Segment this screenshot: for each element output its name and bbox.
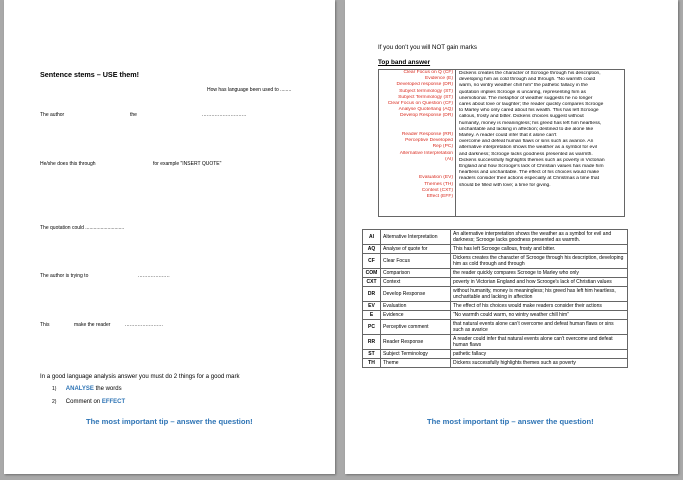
- band-answer-line: quotation implies Scrooge is uncaring, representing him as: [459, 89, 586, 95]
- band-key: Context (CXT): [421, 187, 453, 193]
- glossary-code: EV: [363, 302, 381, 311]
- list-item-effect: [52, 399, 125, 405]
- list-item-analyse: [52, 386, 122, 392]
- band-key: Developed response (DR): [396, 82, 453, 88]
- glossary-description: poverty in Victorian England and how Scrooge's lack of Christian values: [451, 278, 628, 287]
- stem-make-reader: make the reader: [74, 322, 111, 328]
- stem-quotation-could: The quotation could ............................: [40, 225, 125, 231]
- glossary-label: Theme: [381, 359, 451, 368]
- right-page: [345, 0, 678, 474]
- left-page: [4, 0, 335, 474]
- stem-he-she: He/she does this through: [40, 161, 96, 167]
- stem-this: This: [40, 322, 50, 328]
- important-tip: The most important tip – answer the question!: [427, 417, 594, 426]
- top-band-table: [378, 69, 625, 217]
- glossary-code: ST: [363, 350, 381, 359]
- glossary-code: AI: [363, 230, 381, 245]
- band-key: Clear Focus on Question (CF): [387, 101, 453, 107]
- glossary-description: Dickens successfully highlights themes such as poverty: [451, 359, 628, 368]
- glossary-description: An alternative interpretation shows the weather as a symbol for evil and darkness; Scrooge lacks goodness presented as warmth.: [451, 230, 628, 245]
- band-key: Develop Response (DR): [399, 113, 453, 119]
- glossary-description: without humanity, money is meaningless; his greed has left him heartless, uncharitable and lacking in affection: [451, 287, 628, 302]
- band-key: Rep (PC): [432, 144, 453, 150]
- list-number: 2): [52, 399, 57, 405]
- good-answer-intro: In a good language analysis answer you must do 2 things for a good mark: [40, 373, 240, 380]
- band-answer-line: to Marley who only cared about his wealth. This has left Scrooge: [459, 108, 599, 114]
- band-answer-line: England and how Scrooge’s lack of Christian values has made him: [459, 164, 604, 170]
- glossary-label: Clear Focus: [381, 254, 451, 269]
- glossary-label: Perceptive comment: [381, 320, 451, 335]
- effect-prefix: Comment on: [65, 399, 102, 405]
- glossary-table: [362, 229, 628, 368]
- band-answer-line: Marley. A reader could infer that it alone can't: [459, 133, 557, 139]
- warning-line: If you don’t you will NOT gain marks: [378, 44, 477, 51]
- band-answer-line: unemotional. The metaphor of weather suggests he no longer: [459, 95, 593, 101]
- band-keys-column: [379, 70, 456, 216]
- table-row: [363, 350, 628, 359]
- stem-the: the: [130, 112, 137, 118]
- glossary-description: pathetic fallacy: [451, 350, 628, 359]
- glossary-code: DR: [363, 287, 381, 302]
- glossary-description: The effect of his choices would make readers consider their actions: [451, 302, 628, 311]
- band-key: Subject Terminology (ST): [398, 94, 453, 100]
- glossary-label: Subject Terminology: [381, 350, 451, 359]
- table-row: [363, 245, 628, 254]
- band-key: Evidence (E): [425, 76, 453, 82]
- table-row: [363, 359, 628, 368]
- band-key: Evaluation (EV): [419, 175, 453, 181]
- band-answer-line: heartless and uncharitable. The effect of his choices would make: [459, 170, 600, 176]
- band-key: Perceptive Developed: [405, 138, 453, 144]
- glossary-label: Context: [381, 278, 451, 287]
- glossary-code: E: [363, 311, 381, 320]
- band-answer-line: callous, frosty and bitter. Dickens choices suggest without: [459, 114, 584, 120]
- stem-blank-b: ....................: [138, 273, 170, 279]
- table-row: [363, 311, 628, 320]
- glossary-label: Comparison: [381, 269, 451, 278]
- table-row: [363, 269, 628, 278]
- sentence-stems-heading: Sentence stems – USE them!: [40, 70, 140, 79]
- stem-blank-c: ........................: [125, 322, 164, 328]
- glossary-code: COM: [363, 269, 381, 278]
- top-band-title: Top band answer: [378, 59, 431, 66]
- band-answer-line: overcome and defeat human flaws or sins such as avarice. An: [459, 139, 594, 145]
- important-tip: The most important tip – answer the question!: [86, 417, 253, 426]
- glossary-code: CXT: [363, 278, 381, 287]
- band-answer-text: [457, 70, 624, 189]
- analyse-keyword: ANALYSE: [65, 386, 94, 392]
- stem-blank-a: ............................: [202, 112, 247, 118]
- band-answer-line: Dickens creates the character of Scrooge through his description,: [459, 71, 601, 76]
- table-row: [363, 302, 628, 311]
- band-key: Effect (EFF): [426, 194, 453, 199]
- stem-author-trying: The author is trying to: [40, 273, 89, 279]
- band-answer-line: and darkness; Scrooge lacks goodness presented as warmth.: [459, 151, 593, 157]
- band-answer-line: uncharitable and lacking in affection; destined to die alone like: [459, 126, 594, 132]
- glossary-label: Analyse of quote for: [381, 245, 451, 254]
- table-row: [363, 254, 628, 269]
- band-key: Themes (TH): [424, 181, 453, 187]
- band-key: Subject terminology (ST): [399, 88, 453, 94]
- band-answer-line: should be filled with love; a time for giving.: [459, 182, 551, 188]
- band-answer-line: cares about love or laughter; the reader quickly compares Scrooge: [459, 102, 604, 108]
- band-key: Clear Focus on Q (CF): [403, 70, 453, 75]
- glossary-description: This has left Scrooge callous, frosty and bitter.: [451, 245, 628, 254]
- how-language-question: How has language been used to ........: [207, 87, 292, 93]
- band-key: (AI): [445, 156, 453, 162]
- stem-the-author: The author: [40, 112, 65, 118]
- band-key: Alternative Interpretation: [399, 150, 453, 156]
- effect-keyword: EFFECT: [101, 399, 126, 405]
- glossary-code: TH: [363, 359, 381, 368]
- table-row: [363, 287, 628, 302]
- glossary-description: A reader could infer that natural events alone can't overcome and defeat human flaws: [451, 335, 628, 350]
- glossary-description: that natural events alone can’t overcome and defeat human flaws or sins such as avarice: [451, 320, 628, 335]
- glossary-description: Dickens creates the character of Scrooge through his description, developing him as cold through and through: [451, 254, 628, 269]
- band-answer-line: developing him as cold through and through. “No warmth could: [459, 77, 596, 83]
- band-answer-line: humanity, money is meaningless; his greed has left him heartless,: [459, 120, 602, 126]
- glossary-code: PC: [363, 320, 381, 335]
- glossary-code: CF: [363, 254, 381, 269]
- glossary-code: AQ: [363, 245, 381, 254]
- band-key: Analyse Quote/lang (AQ): [398, 107, 453, 113]
- glossary-label: Reader Response: [381, 335, 451, 350]
- band-answer-line: warm, no wintry weather chill him” the pathetic fallacy in the: [459, 83, 588, 89]
- stem-example-quote: for example "INSERT QUOTE": [153, 161, 222, 167]
- glossary-label: Evidence: [381, 311, 451, 320]
- glossary-description: the reader quickly compares Scrooge to Marley who only: [451, 269, 628, 278]
- glossary-code: RR: [363, 335, 381, 350]
- table-row: [363, 320, 628, 335]
- table-row: [363, 230, 628, 245]
- glossary-label: Develop Response: [381, 287, 451, 302]
- band-answer-line: readers consider their actions especially at Christmas a time that: [459, 176, 599, 182]
- glossary-label: Evaluation: [381, 302, 451, 311]
- band-key: Reader Response (RR): [401, 132, 453, 137]
- band-answer-line: Dickens successfully highlights themes such as poverty in Victorian: [459, 157, 605, 163]
- band-answer-line: alternative interpretation shows the weather as a symbol for evil: [459, 145, 597, 151]
- glossary-description: “No warmth could warm, no wintry weather chill him”: [451, 311, 628, 320]
- list-number: 1): [52, 386, 57, 392]
- table-row: [363, 278, 628, 287]
- glossary-label: Alternative Interpretation: [381, 230, 451, 245]
- table-row: [363, 335, 628, 350]
- analyse-rest: the words: [93, 386, 122, 392]
